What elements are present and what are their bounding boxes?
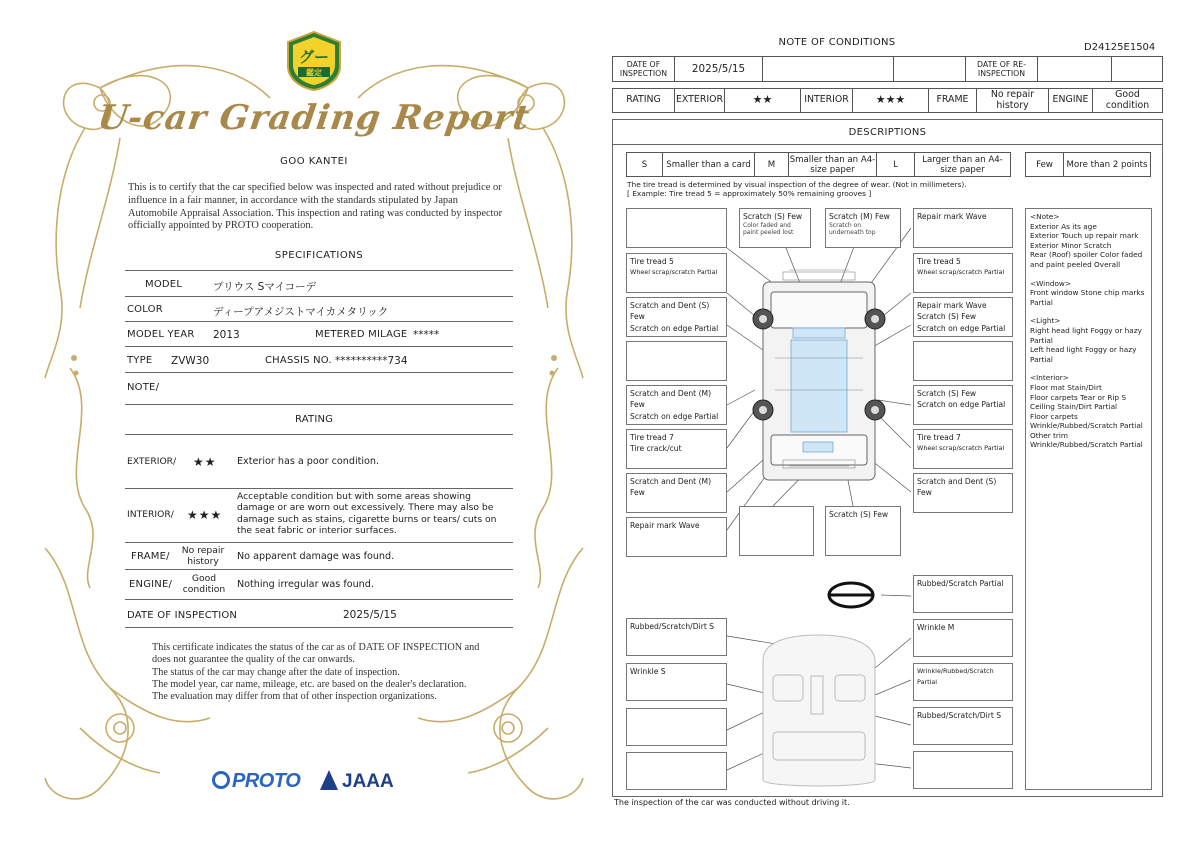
svg-text:鑑定: 鑑定: [306, 68, 322, 78]
specifications-heading: SPECIFICATIONS: [274, 250, 364, 261]
date-of-reinspection-value: [1038, 57, 1112, 81]
date-of-inspection-label: DATE OF INSPECTION: [613, 57, 675, 81]
note-box-interior-right-5: [913, 751, 1013, 789]
grading-certificate: [40, 28, 588, 818]
svg-text:グー: グー: [298, 48, 330, 66]
spec-row-note: [125, 373, 513, 405]
box-title: Scratch and Dent (M) Few: [630, 389, 712, 410]
legend-l-label: L: [877, 153, 915, 176]
note-box-left-dent-2: [626, 385, 727, 425]
rating-row-engine: [125, 570, 513, 600]
size-legend: [626, 152, 1011, 177]
tire-note-line: [ Example: Tire tread 5 = approximately 50% remaining grooves ]: [627, 189, 872, 198]
chassis-value: **********734: [335, 355, 408, 367]
notes-line: <Light>: [1030, 316, 1061, 326]
interior-description: Acceptable condition but with some areas showing damage or are worn out excessively. There may also be damage such as stains, cigarette burns or tears/ cuts on the seat fabric or interior surfaces.: [237, 491, 497, 537]
engine-label: ENGINE/: [129, 579, 173, 590]
box-note: Scratch on underneath top: [829, 222, 876, 237]
model-year-label: MODEL YEAR: [127, 329, 195, 340]
model-year-value: 2013: [213, 329, 240, 341]
box-detail: Wheel scrap/scratch Partial: [917, 444, 1005, 453]
certificate-intro: This is to certify that the car specified below was inspected and rated without prejudice or influence in a fair manner, in accordance with the standards stipulated by Japan Automobile Appraisal Association. This inspection and rating was conducted by inspector officially appointed by PROTO cooperation.: [128, 182, 503, 232]
box-title: Scratch (S) Few: [917, 389, 977, 398]
date-of-inspection-value: 2025/5/15: [343, 609, 397, 621]
spec-row-type: [125, 347, 513, 373]
notes-gap: [1030, 364, 1147, 373]
box-title: Rubbed/Scratch/Dirt S: [630, 622, 715, 631]
exterior-label: EXTERIOR: [675, 89, 725, 112]
note-box-right-tire-rear: [913, 429, 1013, 469]
note-box-left-dent-1: [626, 297, 727, 337]
certificate-title: U-car Grading Report: [95, 98, 533, 138]
notes-line: Exterior As its age: [1030, 221, 1097, 231]
proto-logo: [212, 770, 300, 793]
note-box-left-tire-rear: [626, 429, 727, 469]
note-of-conditions-title: NOTE OF CONDITIONS: [778, 37, 896, 48]
legend-few-desc: More than 2 points: [1066, 159, 1148, 170]
rating-heading: RATING: [295, 414, 334, 425]
frame-label: FRAME: [929, 89, 977, 112]
note-box-left-blank-1: [626, 341, 727, 381]
footer-line: The evaluation may differ from that of other inspection organizations.: [152, 691, 437, 703]
metered-milage-value: *****: [413, 329, 440, 341]
box-title: Repair mark Wave: [630, 521, 700, 530]
box-title: Repair mark Wave: [917, 301, 987, 310]
descriptions-heading: DESCRIPTIONS: [613, 120, 1162, 145]
frame-value: No repair history: [977, 89, 1049, 112]
note-label: NOTE/: [127, 382, 160, 393]
rating-row-interior: [125, 489, 513, 543]
notes-line: <Note>: [1030, 212, 1060, 221]
note-box-left-repair: [626, 517, 727, 557]
color-label: COLOR: [127, 304, 163, 315]
inspection-date-row: [612, 56, 1163, 82]
metered-milage-label: METERED MILAGE: [315, 329, 408, 340]
notes-line: Right head light Foggy or hazy Partial: [1030, 325, 1142, 345]
note-box-right-tire-front: [913, 253, 1013, 293]
note-box-right-scratch: [913, 385, 1013, 425]
notes-line: Floor carpets: [1030, 411, 1078, 421]
frame-label: FRAME/: [131, 551, 170, 562]
legend-m-desc: Smaller than an A4-size paper: [789, 154, 876, 175]
note-box-interior-left-1: [626, 618, 727, 656]
note-box-interior-right-2: [913, 619, 1013, 657]
box-title: Rubbed/Scratch/Dirt S: [917, 711, 1002, 720]
notes-line: <Interior>: [1030, 373, 1069, 383]
exterior-stars: ★★: [193, 455, 217, 469]
jaaa-logo: [320, 770, 394, 793]
date-of-reinspection-label: DATE OF RE-INSPECTION: [966, 57, 1038, 81]
spec-row-year: [125, 322, 513, 347]
notes-line: Left head light Foggy or hazy Partial: [1030, 345, 1137, 364]
note-box-interior-right-1: [913, 575, 1013, 613]
jaaa-mark-icon: [320, 770, 338, 790]
box-title: Scratch and Dent (M) Few: [630, 477, 712, 498]
box-note: Color faded and paint peeled lost: [743, 222, 794, 237]
footer-line: This certificate indicates the status of the car as of DATE OF INSPECTION and does not guarantee the quality of the car onwards.: [152, 642, 480, 666]
note-box-top-left: [626, 208, 727, 248]
rating-summary-row: [612, 88, 1163, 113]
rating-heading-row: [125, 405, 513, 435]
blank-cell: [894, 57, 966, 81]
proto-mark-icon: [212, 771, 230, 789]
spec-row-model: [125, 270, 513, 297]
box-title: Rubbed/Scratch Partial: [917, 579, 1004, 588]
box-title: Wrinkle/Rubbed/Scratch Partial: [917, 667, 994, 687]
spec-row-color: [125, 297, 513, 322]
color-value: ディープアメジストマイカメタリック: [213, 306, 389, 318]
frame-value: No repair history: [181, 545, 225, 568]
type-value: ZVW30: [171, 355, 210, 367]
notes-gap: [1030, 307, 1147, 316]
type-label: TYPE: [127, 355, 153, 366]
box-detail: Wheel scrap/scratch Partial: [630, 268, 718, 277]
note-box-right-blank-1: [913, 341, 1013, 381]
notes-line: Front window Stone chip marks Partial: [1030, 288, 1145, 307]
tire-note-line: The tire tread is determined by visual inspection of the degree of wear. (Not in millimeters).: [627, 180, 967, 189]
goo-kantei-badge-icon: [286, 30, 342, 92]
blank-cell: [763, 57, 894, 81]
certificate-footer: [152, 642, 482, 703]
interior-label: INTERIOR/: [127, 509, 174, 520]
engine-value: Good condition: [182, 573, 226, 596]
interior-stars: ★★★: [853, 89, 929, 112]
driving-disclaimer: The inspection of the car was conducted without driving it.: [614, 798, 850, 807]
engine-description: Nothing irregular was found.: [237, 579, 374, 590]
descriptions-panel: [612, 119, 1163, 797]
notes-gap: [1030, 270, 1147, 279]
tire-tread-note: [627, 180, 967, 198]
notes-line: Floor carpets Tear or Rip S: [1030, 392, 1127, 402]
box-title: Repair mark Wave: [917, 212, 987, 221]
blank-cell: [1112, 57, 1162, 81]
proto-logo-text: PROTO: [232, 770, 301, 792]
legend-few-label: Few: [1026, 153, 1064, 176]
note-box-interior-right-3: [913, 663, 1013, 701]
legend-s-label: S: [627, 153, 663, 176]
box-detail: Scratch on edge Partial: [917, 323, 1006, 333]
note-box-interior-left-3: [626, 708, 727, 746]
date-of-inspection-value: 2025/5/15: [675, 57, 763, 81]
footer-line: The model year, car name, mileage, etc. are based on the dealer's declaration.: [152, 678, 467, 690]
note-box-top-mid-2: [825, 208, 901, 248]
model-label: MODEL: [145, 279, 183, 290]
notes-line: Wrinkle/Rubbed/Scratch Partial: [1030, 440, 1143, 450]
box-title: Wrinkle S: [630, 667, 666, 676]
box-detail: Scratch on edge Partial: [630, 411, 719, 421]
box-title: Tire tread 7: [917, 433, 961, 442]
box-title: Scratch and Dent (S) Few: [917, 477, 997, 498]
box-detail: Wheel scrap/scratch Partial: [917, 268, 1005, 277]
box-title: Wrinkle M: [917, 623, 955, 632]
notes-line: Rear (Roof) spoiler Color faded and paint peeled Overall: [1030, 250, 1143, 269]
few-legend: [1025, 152, 1151, 177]
interior-label: INTERIOR: [801, 89, 853, 112]
date-of-inspection-label: DATE OF INSPECTION: [127, 610, 238, 621]
engine-label: ENGINE: [1049, 89, 1093, 112]
exterior-label: EXTERIOR/: [127, 456, 177, 467]
rating-row-frame: [125, 543, 513, 570]
chassis-label: CHASSIS NO.: [265, 355, 332, 366]
note-box-bottom-mid-2: [825, 506, 901, 556]
note-box-left-tire-front: [626, 253, 727, 293]
exterior-description: Exterior has a poor condition.: [237, 456, 380, 467]
notes-line: Floor mat Stain/Dirt: [1030, 382, 1102, 392]
rating-label: RATING: [613, 89, 675, 112]
note-box-top-right: [913, 208, 1013, 248]
box-detail: Scratch on edge Partial: [917, 400, 1006, 410]
notes-line: Exterior Minor Scratch: [1030, 240, 1112, 250]
footer-line: The status of the car may change after the date of inspection.: [152, 666, 400, 678]
notes-line: Ceiling Stain/Dirt Partial: [1030, 402, 1118, 412]
frame-description: No apparent damage was found.: [237, 551, 395, 562]
box-detail: Tire crack/cut: [630, 444, 682, 454]
engine-value: Good condition: [1105, 89, 1150, 111]
condition-notes-panel: [1025, 208, 1152, 790]
notes-line: Exterior Touch up repair mark: [1030, 231, 1139, 241]
box-title: Scratch (S) Few: [829, 510, 889, 519]
note-box-bottom-mid-1: [739, 506, 814, 556]
legend-m-label: M: [755, 153, 789, 176]
notes-line: Other trim: [1030, 430, 1069, 440]
box-title: Tire tread 5: [917, 257, 961, 266]
notes-line: Wrinkle/Rubbed/Scratch Partial: [1030, 421, 1143, 431]
note-box-left-dent-3: [626, 473, 727, 513]
rating-row-date: [125, 600, 513, 628]
box-title: Scratch (S) Few: [743, 212, 803, 221]
note-box-right-repair: [913, 297, 1013, 337]
box-title: Scratch and Dent (S) Few: [630, 301, 710, 322]
note-box-right-dent-3: [913, 473, 1013, 513]
interior-stars: ★★★: [187, 508, 223, 522]
exterior-stars: ★★: [725, 89, 801, 112]
note-box-interior-right-4: [913, 707, 1013, 745]
box-title: Tire tread 5: [630, 257, 674, 266]
box-title: Tire tread 7: [630, 433, 674, 442]
box-title: Scratch (M) Few: [829, 212, 890, 221]
rating-row-exterior: [125, 435, 513, 489]
box-detail: Scratch (S) Few: [917, 312, 977, 322]
legend-s-desc: Smaller than a card: [663, 153, 755, 176]
legend-l-desc: Larger than an A4-size paper: [922, 154, 1003, 175]
note-box-interior-left-4: [626, 752, 727, 790]
certificate-subtitle: GOO KANTEI: [280, 156, 348, 167]
jaaa-logo-text: JAAA: [342, 771, 394, 792]
notes-line: <Window>: [1030, 278, 1071, 288]
box-detail: Scratch on edge Partial: [630, 323, 719, 333]
note-box-interior-left-2: [626, 663, 727, 701]
model-value: プリウス Sマイコーデ: [213, 281, 317, 293]
document-id: D24125E1504: [1084, 42, 1156, 53]
note-box-top-mid-1: [739, 208, 811, 248]
